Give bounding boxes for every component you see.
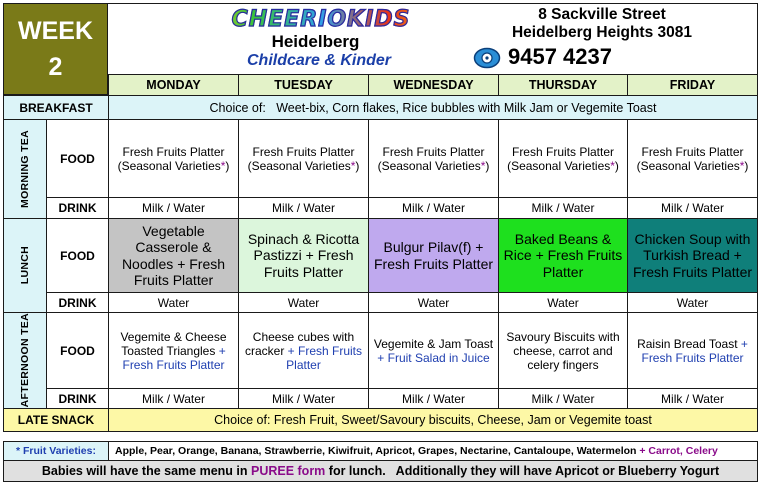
food-line-1: Fresh Fruits Platter	[511, 144, 615, 159]
afternoon-tea-drink-monday: Milk / Water	[108, 388, 239, 409]
fruit-varieties-list: Apple, Pear, Orange, Banana, Strawberrie, Kiwifruit, Apricot, Grapes, Nectarine, Cantaloupe, Watermelon	[115, 445, 640, 457]
breakfast-text: Choice of: Weet-bix, Corn flakes, Rice bubbles with Milk Jam or Vegemite Toast	[108, 95, 758, 120]
food-line-2: (Seasonal Varieties	[377, 158, 481, 173]
morning-tea-food-text	[248, 145, 360, 173]
morning-tea-drink-label: DRINK	[46, 197, 109, 219]
morning-tea-drink-wednesday: Milk / Water	[368, 197, 499, 219]
lunch-food-friday: Chicken Soup with Turkish Bread + Fresh Fruits Platter	[627, 218, 758, 293]
lunch-label	[3, 218, 47, 313]
morning-tea-food-label: FOOD	[46, 119, 109, 198]
afternoon-tea-food-text	[502, 330, 624, 372]
week-box	[3, 3, 108, 95]
seasonal-asterisk: *	[739, 158, 745, 173]
food-extra: + Fresh Fruits Platter	[122, 343, 226, 372]
food-line-close: )	[355, 158, 360, 173]
afternoon-tea-drink-label: DRINK	[46, 388, 109, 409]
afternoon-tea-food-text	[631, 337, 754, 365]
morning-tea-drink-thursday: Milk / Water	[498, 197, 628, 219]
lunch-text: LUNCH	[19, 246, 31, 285]
food-line-2: (Seasonal Varieties	[507, 158, 611, 173]
afternoon-tea-drink-thursday: Milk / Water	[498, 388, 628, 409]
babies-note-highlight: PUREE form	[250, 464, 326, 478]
food-extra: + Fresh Fruits Platter	[286, 343, 363, 372]
food-extra: + Fruit Salad in Juice	[377, 350, 490, 365]
lunch-food-tuesday: Spinach & Ricotta Pastizzi + Fresh Fruits Platter	[238, 218, 369, 293]
afternoon-tea-food-text	[372, 337, 495, 365]
afternoon-tea-text: AFTERNOON TEA	[19, 313, 31, 408]
fruit-varieties	[108, 441, 758, 461]
late-snack-text: Choice of: Fresh Fruit, Sweet/Savoury biscuits, Cheese, Jam or Vegemite toast	[108, 408, 758, 432]
morning-tea-food-friday	[627, 119, 758, 198]
morning-tea-drink-tuesday: Milk / Water	[238, 197, 369, 219]
late-snack-label: LATE SNACK	[3, 408, 109, 432]
afternoon-tea-food-friday	[627, 312, 758, 389]
afternoon-tea-food-thursday	[498, 312, 628, 389]
fruit-varieties-extra: + Carrot, Celery	[639, 445, 718, 457]
header-banner	[108, 3, 758, 74]
morning-tea-food-text	[507, 145, 619, 173]
seasonal-asterisk: *	[220, 158, 226, 173]
morning-tea-food-tuesday	[238, 119, 369, 198]
food-main: Cheese cubes with cracker	[244, 329, 358, 358]
afternoon-tea-food-wednesday	[368, 312, 499, 389]
lunch-drink-label: DRINK	[46, 292, 109, 313]
afternoon-tea-food-text	[242, 330, 365, 372]
babies-note-post: for lunch. Additionally they will have Apricot or Blueberry Yogurt	[325, 464, 720, 478]
food-main: Raisin Bread Toast	[637, 336, 741, 351]
address-street: 8 Sackville Street	[538, 6, 666, 23]
food-line-2: (Seasonal Varieties	[117, 158, 221, 173]
day-header-wednesday: WEDNESDAY	[368, 74, 499, 96]
morning-tea-drink-monday: Milk / Water	[108, 197, 239, 219]
seasonal-asterisk: *	[610, 158, 615, 173]
food-extra: + Fresh Fruits Platter	[641, 336, 748, 365]
morning-tea-food-thursday	[498, 119, 628, 198]
seasonal-asterisk: *	[480, 158, 486, 173]
morning-tea-text: MORNING TEA	[19, 130, 31, 208]
phone-number: 9457 4237	[508, 44, 612, 69]
afternoon-tea-food-monday	[108, 312, 239, 389]
food-line-2: (Seasonal Varieties	[636, 158, 740, 173]
food-line-close: )	[614, 158, 619, 173]
lunch-food-wednesday: Bulgur Pilav(f) + Fresh Fruits Platter	[368, 218, 499, 293]
lunch-food-monday: Vegetable Casserole & Noodles + Fresh Fruits Platter	[108, 218, 239, 293]
afternoon-tea-drink-wednesday: Milk / Water	[368, 388, 499, 409]
afternoon-tea-food-text	[112, 330, 235, 372]
food-line-close: )	[225, 158, 230, 173]
food-line-1: Fresh Fruits Platter	[382, 144, 485, 159]
lunch-drink-friday: Water	[627, 292, 758, 313]
morning-tea-food-text	[637, 145, 749, 173]
address-suburb: Heidelberg Heights 3081	[511, 24, 693, 41]
babies-note-pre: Babies will have the same menu in	[41, 464, 251, 478]
lunch-food-label: FOOD	[46, 218, 109, 293]
food-line-close: )	[485, 158, 490, 173]
afternoon-tea-drink-friday: Milk / Water	[627, 388, 758, 409]
afternoon-tea-food-tuesday	[238, 312, 369, 389]
food-line-1: Fresh Fruits Platter	[122, 144, 225, 159]
day-header-friday: FRIDAY	[627, 74, 758, 96]
afternoon-tea-label	[3, 312, 47, 409]
food-line-close: )	[744, 158, 749, 173]
logo-tagline: Childcare & Kinder	[246, 52, 392, 69]
morning-tea-label	[3, 119, 47, 219]
lunch-drink-wednesday: Water	[368, 292, 499, 313]
brand-logo	[186, 5, 456, 35]
food-main: Vegemite & Cheese Toasted Triangles	[120, 329, 230, 358]
afternoon-tea-food-label: FOOD	[46, 312, 109, 389]
day-header-monday: MONDAY	[108, 74, 239, 96]
morning-tea-drink-friday: Milk / Water	[627, 197, 758, 219]
day-header-tuesday: TUESDAY	[238, 74, 369, 96]
logo-city: Heidelberg	[271, 32, 360, 51]
morning-tea-food-text	[118, 145, 230, 173]
week-number: 2	[48, 53, 63, 81]
brand-name: CHEERIOKIDS	[231, 7, 411, 32]
food-main: Savoury Biscuits with cheese, carrot and celery fingers	[506, 329, 624, 372]
food-line-2: (Seasonal Varieties	[247, 158, 351, 173]
phone-icon	[473, 47, 501, 69]
week-label: WEEK	[18, 17, 93, 45]
food-main: Vegemite & Jam Toast	[373, 336, 497, 351]
morning-tea-food-text	[378, 145, 490, 173]
lunch-drink-thursday: Water	[498, 292, 628, 313]
afternoon-tea-drink-tuesday: Milk / Water	[238, 388, 369, 409]
lunch-food-thursday: Baked Beans & Rice + Fresh Fruits Platter	[498, 218, 628, 293]
breakfast-label: BREAKFAST	[3, 95, 109, 120]
food-line-1: Fresh Fruits Platter	[641, 144, 744, 159]
lunch-drink-tuesday: Water	[238, 292, 369, 313]
lunch-drink-monday: Water	[108, 292, 239, 313]
day-header-thursday: THURSDAY	[498, 74, 628, 96]
morning-tea-food-wednesday	[368, 119, 499, 198]
babies-note	[3, 460, 758, 482]
morning-tea-food-monday	[108, 119, 239, 198]
seasonal-asterisk: *	[350, 158, 356, 173]
food-line-1: Fresh Fruits Platter	[252, 144, 355, 159]
fruit-varieties-label: * Fruit Varieties:	[3, 441, 109, 461]
